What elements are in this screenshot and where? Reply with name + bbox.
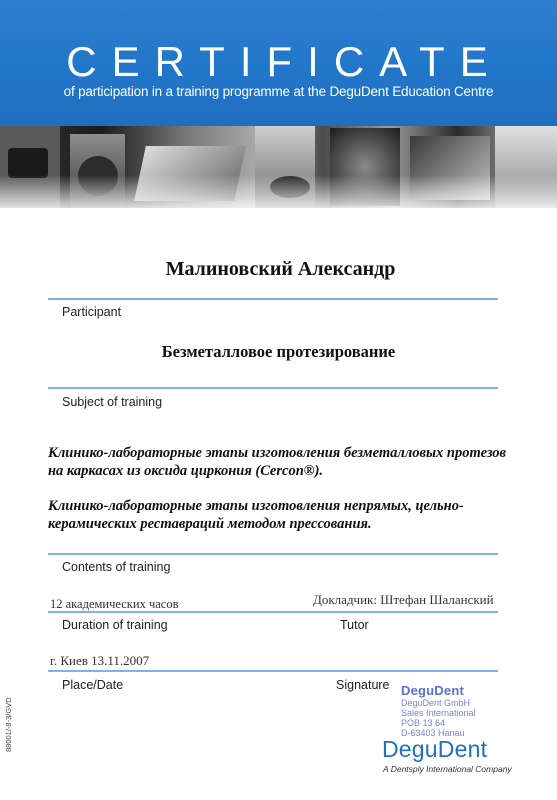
photo-strip-fade	[0, 175, 557, 215]
company-stamp	[401, 683, 513, 738]
contents-label: Contents of training	[62, 560, 171, 574]
tutor-value: Докладчик: Штефан Шаланский	[313, 592, 494, 607]
stamp-line: Sales International	[401, 708, 476, 718]
logo-brand: DeguDent	[382, 736, 488, 762]
stamp-line: D-63403 Hanau	[401, 728, 465, 738]
subject-divider	[48, 387, 498, 389]
subject-of-training-value: Безметалловое протезирование	[161, 342, 396, 361]
tutor-label: Tutor	[340, 618, 369, 632]
duration-value: 12 академических часов	[50, 597, 179, 611]
stamp-line: DeguDent	[401, 683, 464, 698]
stamp-line: DeguDent GmbH	[401, 698, 471, 708]
contents-of-training	[48, 444, 518, 550]
certificate-title: CERTIFICATE	[66, 38, 503, 85]
logo-tagline: A Dentsply International Company	[383, 764, 512, 774]
contents-divider	[48, 553, 498, 555]
participant-label: Participant	[62, 305, 122, 319]
duration-tutor-divider	[48, 611, 498, 613]
degudent-logo	[382, 736, 522, 774]
place-date-divider	[48, 670, 498, 672]
contents-paragraph: Клинико-лабораторные этапы изготовления безметалловых протезов на каркасах из оксида циркония (Cercon®).	[48, 445, 507, 479]
participant-divider	[48, 298, 498, 300]
certificate-header	[0, 0, 557, 126]
subject-label: Subject of training	[62, 395, 163, 409]
stamp-line: POB 13 64	[401, 718, 446, 728]
signature-label: Signature	[336, 678, 390, 692]
place-date-label: Place/Date	[62, 678, 124, 692]
contents-paragraph: Клинико-лабораторные этапы изготовления непрямых, цельно-керамических реставраций методом прессования.	[48, 498, 464, 532]
certificate-subtitle: of participation in a training programme at the DeguDent Education Centre	[63, 84, 494, 99]
participant-name: Малиновский Александр	[165, 258, 396, 280]
duration-label: Duration of training	[62, 618, 168, 632]
place-date-value: г. Киев 13.11.2007	[50, 653, 150, 668]
form-code: 88001/-8-3/GVD	[4, 697, 13, 752]
